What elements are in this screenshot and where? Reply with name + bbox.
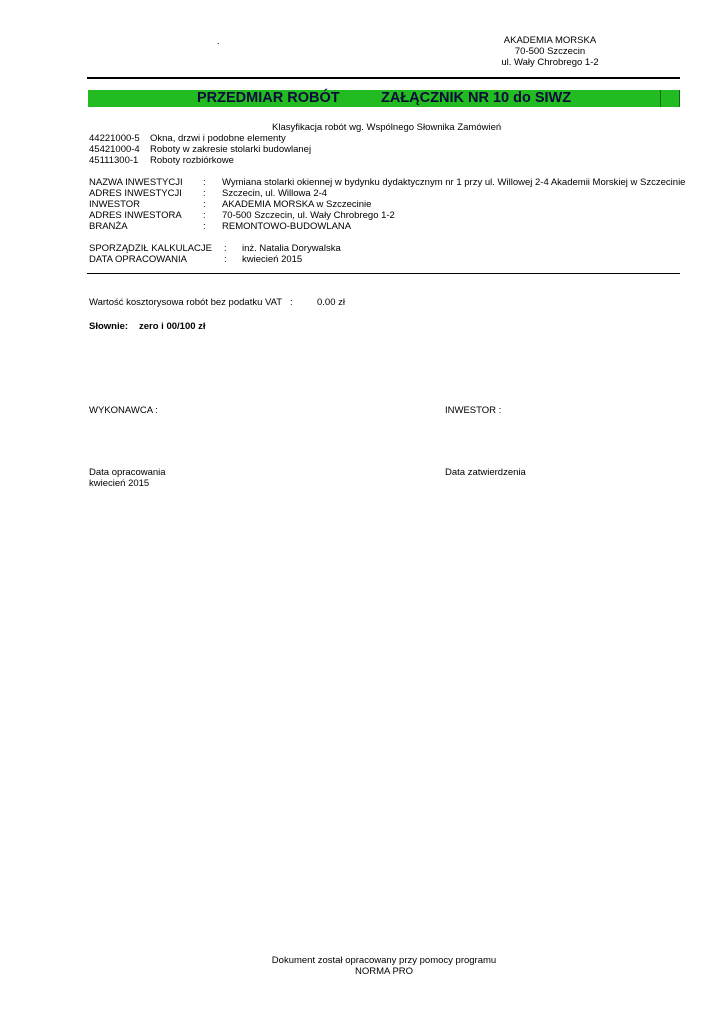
info-label: BRANŻA [89,221,128,232]
prep-date-value: kwiecień 2015 [89,478,150,489]
prep-date-label: Data opracowania [89,467,166,478]
info-sep: : [203,221,206,232]
cpv-heading: Klasyfikacja robót wg. Wspólnego Słownika Zamówień [272,122,502,133]
prep-value: kwiecień 2015 [242,254,303,265]
prep-row-date [89,254,302,265]
section-divider [87,273,680,274]
cpv-item [89,133,286,144]
info-row-investor-address [89,210,395,221]
info-label: ADRES INWESTYCJI [89,188,182,199]
info-row-investment-name [89,177,685,188]
document-annex: ZAŁĄCZNIK NR 10 do SIWZ [381,90,572,106]
approval-date-label: Data zatwierdzenia [445,467,526,478]
cost-value-sep: : [290,297,293,308]
org-city: 70-500 Szczecin [514,46,586,57]
investor-label: INWESTOR : [445,405,502,416]
info-label: ADRES INWESTORA [89,210,182,221]
info-value: AKADEMIA MORSKA w Szczecinie [222,199,372,210]
cpv-item [89,155,234,166]
cpv-desc: Okna, drzwi i podobne elementy [150,133,286,144]
info-value: REMONTOWO-BUDOWLANA [222,221,352,232]
info-sep: : [203,210,206,221]
title-bar-marker [660,90,661,107]
info-row-branch [89,221,351,232]
prep-sep: : [224,243,227,254]
cpv-code: 45421000-4 [89,144,140,155]
top-divider [87,77,680,79]
document-title: PRZEDMIAR ROBÓT [197,90,340,106]
footer-line-1: Dokument został opracowany przy pomocy programu [271,955,497,966]
cpv-code: 45111300-1 [89,155,139,166]
info-sep: : [203,177,206,188]
header-dot: . [217,36,220,46]
organization-address [470,35,630,68]
info-row-investment-address [89,188,327,199]
info-label: INWESTOR [89,199,141,210]
amount-in-words-label: Słownie: [89,321,129,332]
org-street: ul. Wały Chrobrego 1-2 [501,57,599,68]
cpv-code: 44221000-5 [89,133,140,144]
cost-value-label: Wartość kosztorysowa robót bez podatku VAT [89,297,283,308]
amount-in-words-value: zero i 00/100 zł [139,321,206,332]
cpv-desc: Roboty w zakresie stolarki budowlanej [150,144,312,155]
contractor-label: WYKONAWCA : [89,405,158,416]
prep-row-author [89,243,341,254]
info-value: Wymiana stolarki okiennej w bydynku dydaktycznym nr 1 przy ul. Willowej 2-4 Akademii Morskiej w Szczecinie [222,177,686,188]
prep-label: SPORZĄDZIŁ KALKULACJE [89,243,213,254]
prep-sep: : [224,254,227,265]
prep-label: DATA OPRACOWANIA [89,254,188,265]
info-label: NAZWA INWESTYCJI [89,177,183,188]
amount-in-words-row [89,321,206,332]
cpv-item [89,144,311,155]
prep-value: inż. Natalia Dorywalska [242,243,341,254]
info-row-investor [89,199,371,210]
info-sep: : [203,199,206,210]
cost-value-amount: 0.00 zł [317,297,345,308]
cpv-desc: Roboty rozbiórkowe [150,155,234,166]
info-value: Szczecin, ul. Willowa 2-4 [222,188,328,199]
info-sep: : [203,188,206,199]
org-name: AKADEMIA MORSKA [503,35,597,46]
cost-value-row [89,297,345,308]
info-value: 70-500 Szczecin, ul. Wały Chrobrego 1-2 [222,210,395,221]
footer-line-2: NORMA PRO [354,966,414,977]
